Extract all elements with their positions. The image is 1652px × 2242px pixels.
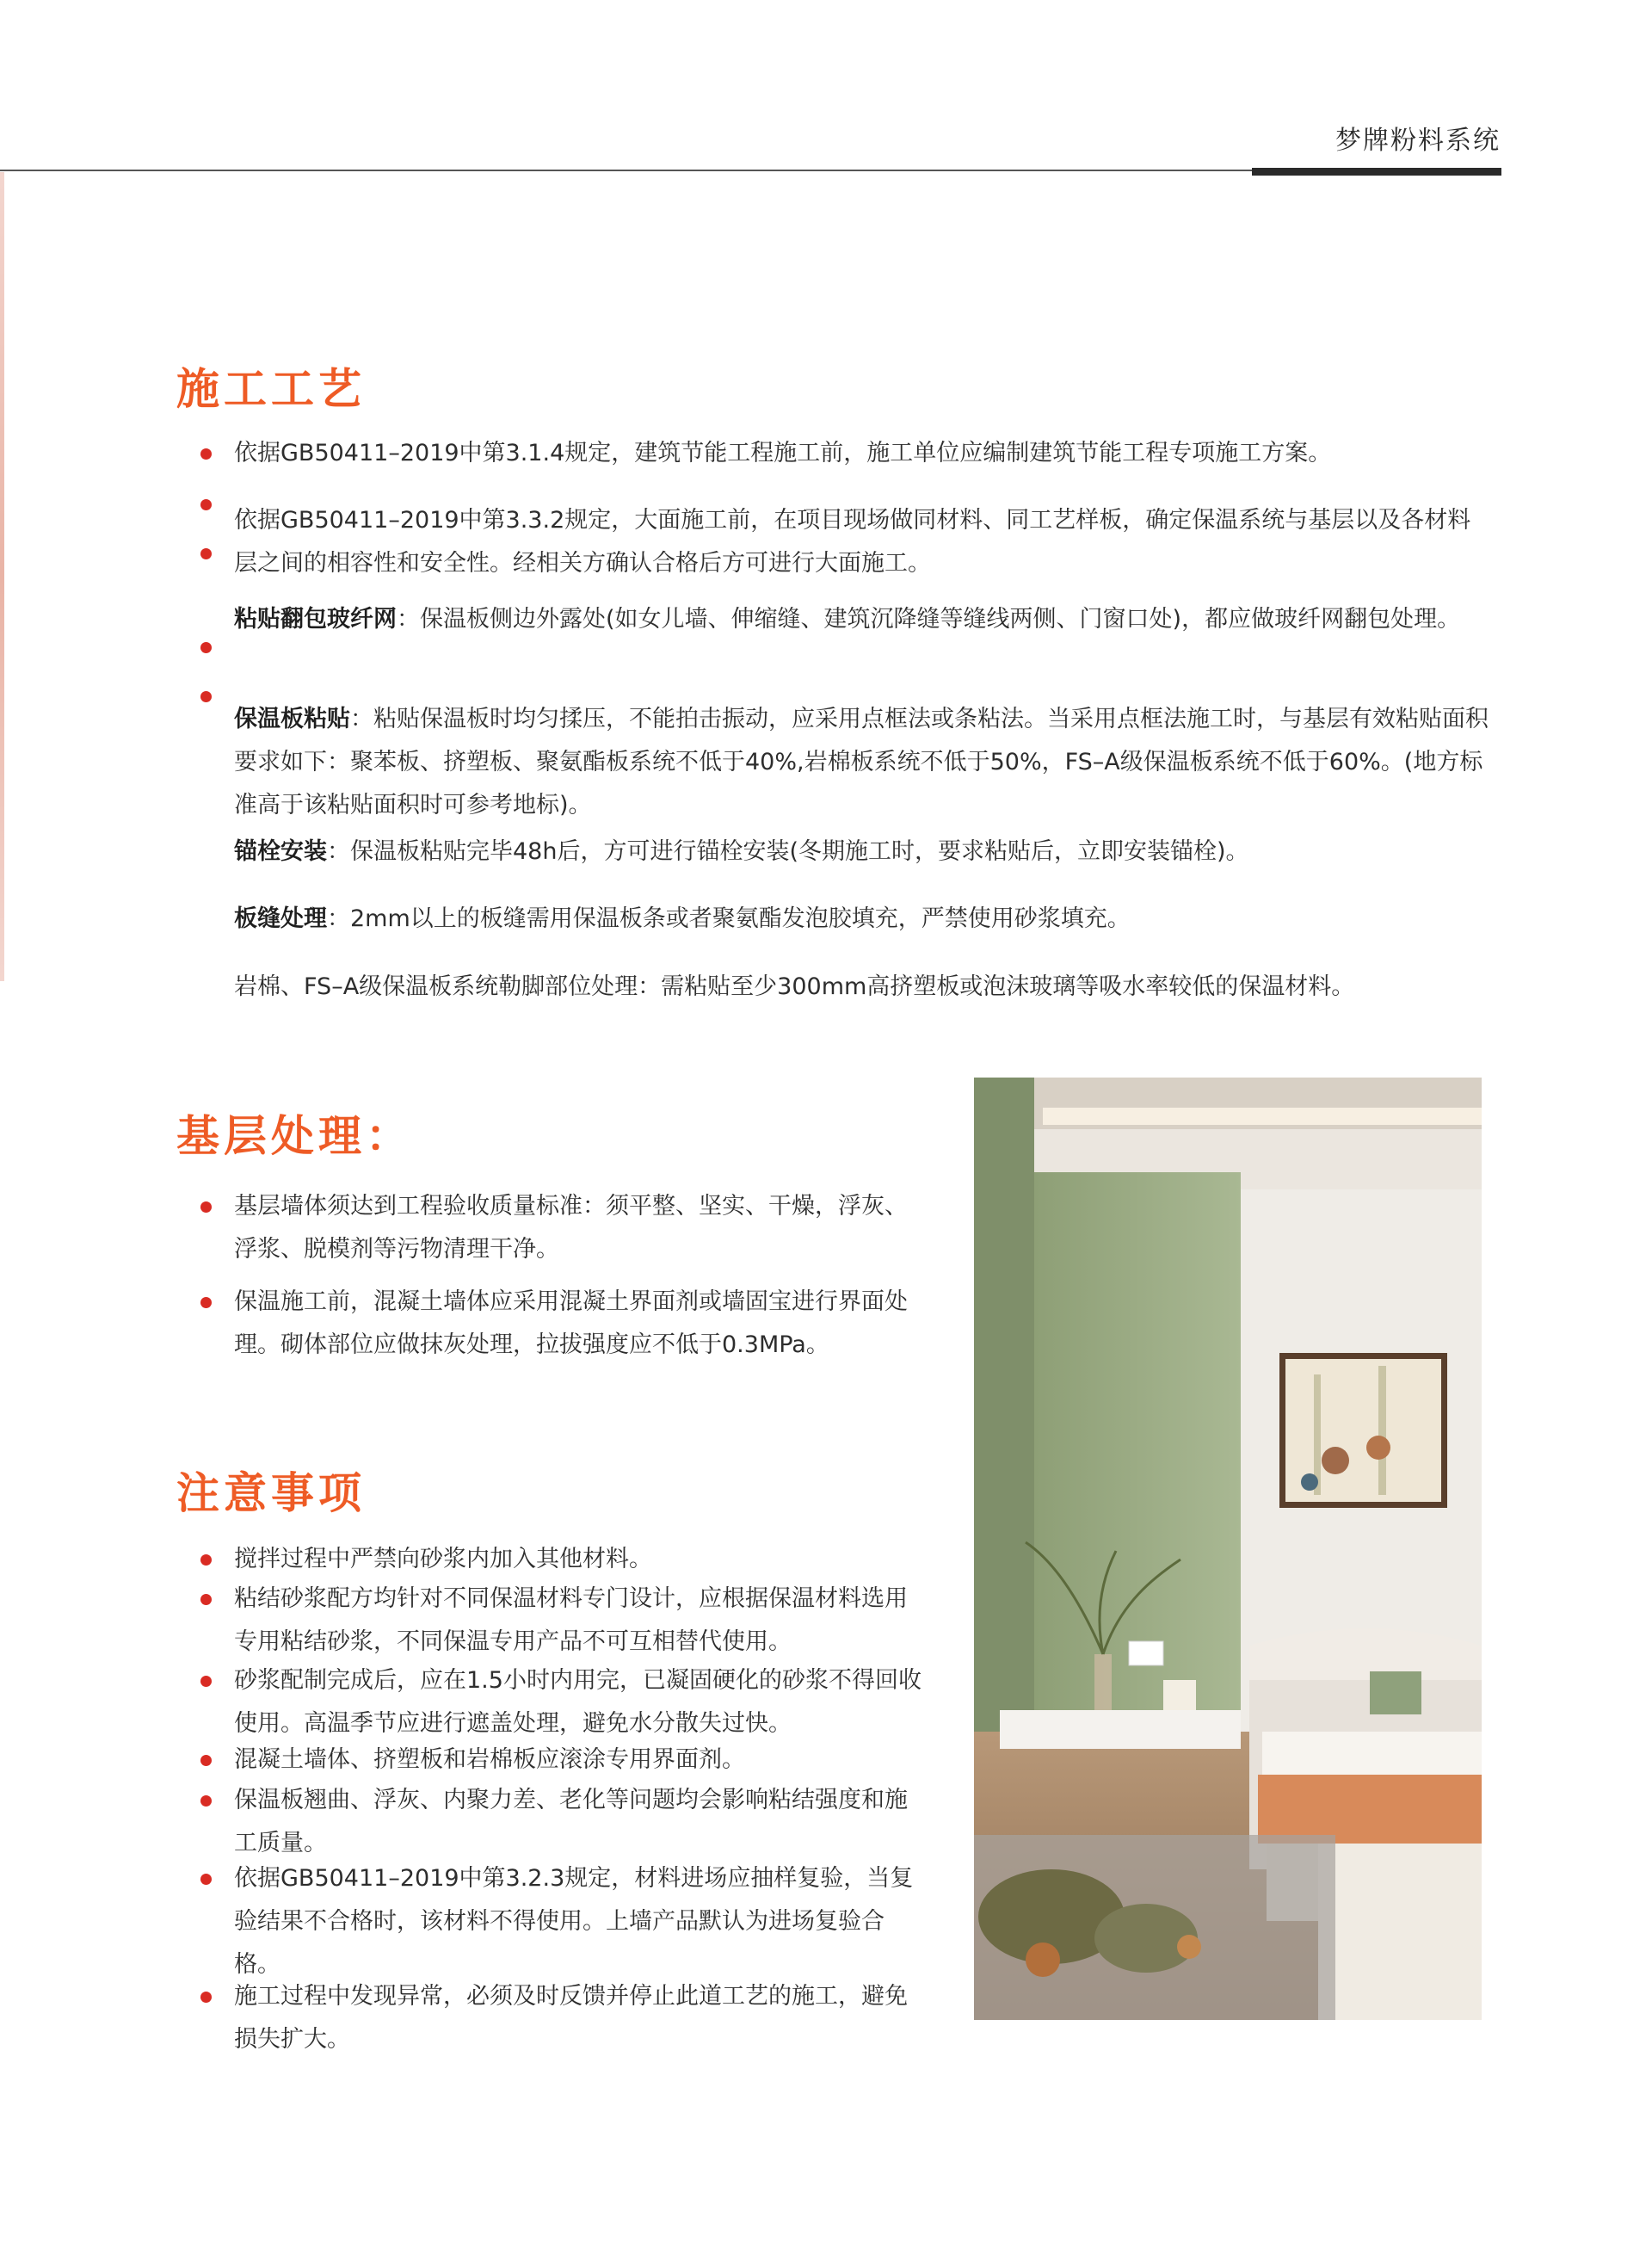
notes-item-1: 搅拌过程中严禁向砂浆内加入其他材料。 bbox=[234, 1546, 652, 1572]
notes-item-3: 砂浆配制完成后，应在1.5小时内用完，已凝固硬化的砂浆不得回收使用。高温季节应进行遮盖处理，避免水分散失过快。 bbox=[234, 1667, 922, 1737]
mesh-text: 保温板侧边外露处(如女儿墙、伸缩缝、建筑沉降缝等缝线两侧、门窗口处)，都应做玻纤网翻包处理。 bbox=[420, 606, 1461, 633]
paste-sep: ： bbox=[350, 706, 373, 732]
bullet-dot bbox=[200, 1594, 212, 1605]
bedroom-illustration bbox=[974, 1078, 1482, 2020]
paste-text: 粘贴保温板时均匀揉压，不能拍击振动，应采用点框法或条粘法。当采用点框法施工时，与基层有效粘贴面积要求如下：聚苯板、挤塑板、聚氨酯板系统不低于40%,岩棉板系统不低于50%，FS–A级保温板系统不低于60%。(地方标准高于该粘贴面积时可参考地标)。 bbox=[234, 706, 1489, 818]
bedroom-photo bbox=[974, 1078, 1482, 2020]
bullet-dot bbox=[200, 1201, 212, 1213]
header-accent-bar bbox=[1252, 168, 1501, 176]
substrate-heading: 基层处理： bbox=[176, 1111, 413, 1161]
notes-item-6: 依据GB50411–2019中第3.2.3规定，材料进场应抽样复验，当复验结果不合格时，该材料不得使用。上墙产品默认为进场复验合格。 bbox=[234, 1865, 914, 1978]
bullet-dot bbox=[200, 691, 212, 702]
seam-paragraph bbox=[234, 898, 1490, 941]
paste-label: 保温板粘贴 bbox=[234, 706, 350, 732]
plinth-paragraph: 岩棉、FS–A级保温板系统勒脚部位处理：需粘贴至少300mm高挤塑板或泡沫玻璃等吸水率较低的保温材料。 bbox=[234, 973, 1355, 1000]
mesh-sep: ： bbox=[397, 606, 420, 633]
notes-item-5: 保温板翘曲、浮灰、内聚力差、老化等问题均会影响粘结强度和施工质量。 bbox=[234, 1787, 908, 1856]
anchor-paragraph bbox=[234, 831, 1490, 874]
bullet-dot bbox=[200, 1755, 212, 1766]
bullet-dot bbox=[200, 1874, 212, 1885]
bullet-dot bbox=[200, 1676, 212, 1687]
construction-item-1: 依据GB50411–2019中第3.1.4规定，建筑节能工程施工前，施工单位应编制建筑节能工程专项施工方案。 bbox=[234, 440, 1332, 466]
seam-text: 2mm以上的板缝需用保温板条或者聚氨酯发泡胶填充，严禁使用砂浆填充。 bbox=[350, 905, 1131, 932]
notes-item-4: 混凝土墙体、挤塑板和岩棉板应滚涂专用界面剂。 bbox=[234, 1746, 745, 1773]
substrate-item-1: 基层墙体须达到工程验收质量标准：须平整、坚实、干燥，浮灰、浮浆、脱模剂等污物清理干净。 bbox=[234, 1193, 908, 1263]
bullet-dot bbox=[200, 448, 212, 460]
bullet-dot bbox=[200, 548, 212, 559]
paste-paragraph bbox=[234, 698, 1490, 827]
bullet-dot bbox=[200, 1795, 212, 1807]
notes-item-2: 粘结砂浆配方均针对不同保温材料专门设计，应根据保温材料选用专用粘结砂浆，不同保温专用产品不可互相替代使用。 bbox=[234, 1585, 908, 1655]
construction-item-2: 依据GB50411–2019中第3.3.2规定，大面施工前，在项目现场做同材料、同工艺样板，确定保温系统与基层以及各材料层之间的相容性和安全性。经相关方确认合格后方可进行大面施工。 bbox=[234, 507, 1471, 577]
seam-label: 板缝处理 bbox=[234, 905, 327, 932]
mesh-label: 粘贴翻包玻纤网 bbox=[234, 606, 397, 633]
construction-heading: 施工工艺 bbox=[176, 364, 366, 414]
left-edge-accent bbox=[0, 172, 4, 981]
anchor-label: 锚栓安装 bbox=[234, 838, 327, 865]
notes-heading: 注意事项 bbox=[176, 1468, 366, 1518]
mesh-paragraph bbox=[234, 598, 1490, 641]
anchor-sep: ： bbox=[327, 838, 350, 865]
substrate-item-2: 保温施工前，混凝土墙体应采用混凝土界面剂或墙固宝进行界面处理。砌体部位应做抹灰处理，拉拔强度应不低于0.3MPa。 bbox=[234, 1288, 908, 1358]
notes-item-7: 施工过程中发现异常，必须及时反馈并停止此道工艺的施工，避免损失扩大。 bbox=[234, 1983, 908, 2053]
seam-sep: ： bbox=[327, 905, 350, 932]
bullet-dot bbox=[200, 1297, 212, 1308]
bullet-dot bbox=[200, 1554, 212, 1566]
bullet-dot bbox=[200, 1992, 212, 2003]
anchor-text: 保温板粘贴完毕48h后，方可进行锚栓安装(冬期施工时，要求粘贴后，立即安装锚栓)。 bbox=[350, 838, 1249, 865]
bullet-dot bbox=[200, 499, 212, 510]
bullet-dot bbox=[200, 642, 212, 653]
brand-title: 梦牌粉料系统 bbox=[1335, 126, 1501, 156]
